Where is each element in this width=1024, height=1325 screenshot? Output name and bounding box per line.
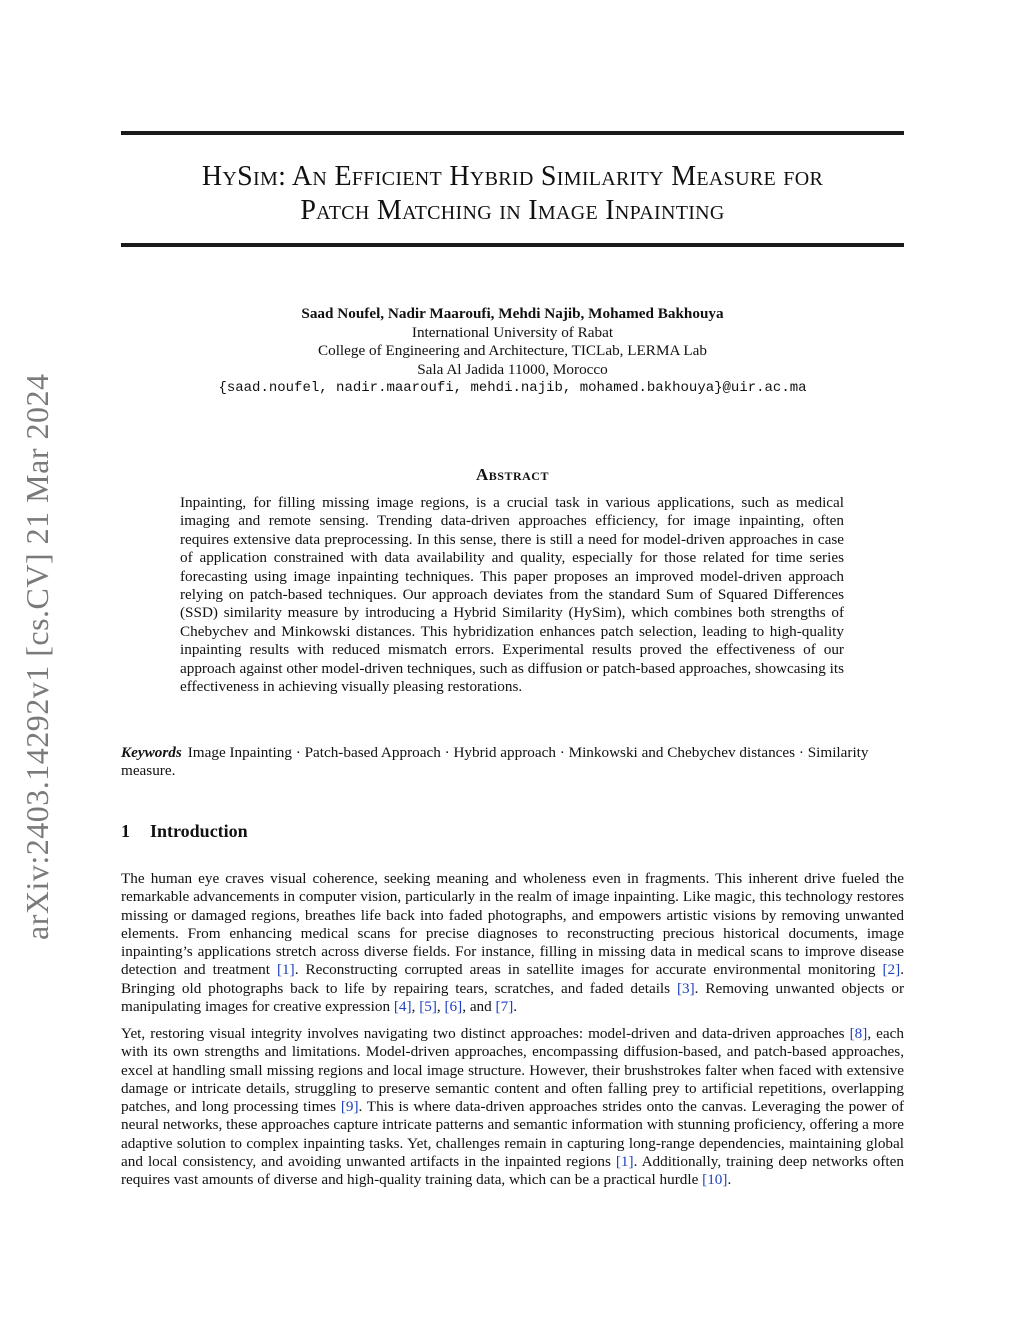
para-text: . This is where data-driven approaches strides onto the canvas. Leveraging the power of neural networks, these approaches capture intricate patterns and semantic information with stunning proficiency, offering a more adaptive solution to complex inpainting tasks. Yet, challenges remain in capturing long-range dependencies, maintaining global and local consistency, and avoiding unwanted artifacts in the inpainted regions bbox=[121, 1098, 904, 1171]
intro-paragraph-1 bbox=[121, 870, 904, 1016]
affiliation-address: Sala Al Jadida 11000, Morocco bbox=[417, 360, 608, 378]
affiliation-university: International University of Rabat bbox=[411, 323, 614, 341]
keywords-label: Keywords bbox=[121, 744, 182, 761]
section-heading-introduction bbox=[121, 821, 248, 842]
para-text: , each with its own strengths and limitations. Model-driven approaches, encompassing diffusion-based, and patch-based approaches, excel at handling small missing regions and local image structure. However, their brushstrokes falter when faced with extensive damage or intricate details, struggling to preserve semantic content and often falling prey to artificial repetitions, overlapping patches, and long processing times bbox=[121, 1025, 904, 1116]
citation-link[interactable]: [2] bbox=[882, 961, 901, 979]
abstract-heading: Abstract bbox=[476, 465, 549, 484]
section-number: 1 bbox=[121, 821, 130, 841]
para-text: . Removing unwanted objects or manipulating images for creative expression bbox=[121, 979, 905, 1016]
citation-link[interactable]: [7] bbox=[495, 998, 514, 1016]
para-text: . Additionally, training deep networks often requires vast amounts of diverse and high-quality training data, which can be a practical hurdle bbox=[121, 1153, 904, 1189]
citation-link[interactable]: [5] bbox=[419, 998, 437, 1016]
para-text: . Reconstructing corrupted areas in satellite images for accurate environmental monitoring bbox=[294, 961, 883, 979]
para-text: The human eye craves visual coherence, seeking meaning and wholeness even in fragments. This inherent drive fueled the remarkable advancements in computer vision, particularly in the realm of image inpainting. Like magic, this technology restores missing or damaged regions, breathes life back into faded photographs, and empowers artistic visions by removing unwanted elements. From enhancing medical scans for precise diagnoses to reconstructing precious historical documents, image inpainting’s applications stretch across diverse fields. For instance, filling in missing data in medical scans to improve disease detection and treatment bbox=[121, 870, 904, 979]
citation-link[interactable]: [9] bbox=[340, 1098, 359, 1116]
keywords-text: Image Inpainting · Patch-based Approach · Hybrid approach · Minkowski and Chebychev distances · Similarity measure. bbox=[121, 744, 869, 780]
citation-link[interactable]: [10] bbox=[702, 1171, 728, 1189]
author-names: Saad Noufel, Nadir Maaroufi, Mehdi Najib, Mohamed Bakhouya bbox=[301, 305, 724, 322]
citation-link[interactable]: [8] bbox=[849, 1025, 868, 1042]
paper-title-line-1: HySim: An Efficient Hybrid Similarity Measure for bbox=[201, 161, 824, 192]
title-bottom-rule bbox=[121, 243, 904, 247]
intro-paragraph-2 bbox=[121, 1025, 904, 1190]
para-text: , bbox=[436, 998, 445, 1016]
citation-link[interactable]: [4] bbox=[393, 998, 412, 1016]
para-text: . bbox=[513, 998, 518, 1016]
author-block bbox=[121, 305, 904, 398]
para-text: , and bbox=[462, 998, 496, 1016]
author-emails[interactable]: {saad.noufel, nadir.maaroufi, mehdi.najib, mohamed.bakhouya}@uir.ac.ma bbox=[218, 380, 807, 396]
title-top-rule bbox=[121, 131, 904, 135]
para-text: , bbox=[411, 998, 420, 1016]
arxiv-sidebar-id: arXiv:2403.14292v1 [cs.CV] 21 Mar 2024 bbox=[19, 373, 55, 940]
abstract-text: Inpainting, for filling missing image regions, is a crucial task in various applications, such as medical imaging and remote sensing. Trending data-driven approaches efficiency, for image inpainting, often requires extensive data preprocessing. In this sense, there is still a need for model-driven approaches in case of application constrained with data availability and quality, especially for those related for time series forecasting using image inpainting techniques. This paper proposes an improved model-driven approach relying on patch-based techniques. Our approach deviates from the standard Sum of Squared Differences (SSD) similarity measure by introducing a Hybrid Similarity (HySim), which combines both strengths of Chebychev and Minkowski distances. This hybridization enhances patch selection, leading to high-quality inpainting results with reduced mismatch errors. Experimental results proved the effectiveness of our approach against other model-driven techniques, such as diffusion or patch-based approaches, showcasing its effectiveness in achieving visually pleasing restorations. bbox=[180, 494, 844, 696]
para-text: . Bringing old photographs back to life by repairing tears, scratches, and faded details bbox=[121, 961, 904, 997]
citation-link[interactable]: [6] bbox=[444, 998, 463, 1016]
section-title: Introduction bbox=[150, 821, 248, 841]
paper-title-line-2: Patch Matching in Image Inpainting bbox=[300, 195, 725, 226]
para-text: Yet, restoring visual integrity involves navigating two distinct approaches: model-driven and data-driven approaches bbox=[121, 1025, 850, 1042]
affiliation-college: College of Engineering and Architecture, TICLab, LERMA Lab bbox=[317, 342, 707, 359]
citation-link[interactable]: [1] bbox=[276, 961, 295, 979]
citation-link[interactable]: [3] bbox=[676, 979, 695, 997]
citation-link[interactable]: [1] bbox=[615, 1153, 634, 1171]
para-text: . bbox=[727, 1171, 732, 1189]
keywords bbox=[121, 744, 904, 781]
